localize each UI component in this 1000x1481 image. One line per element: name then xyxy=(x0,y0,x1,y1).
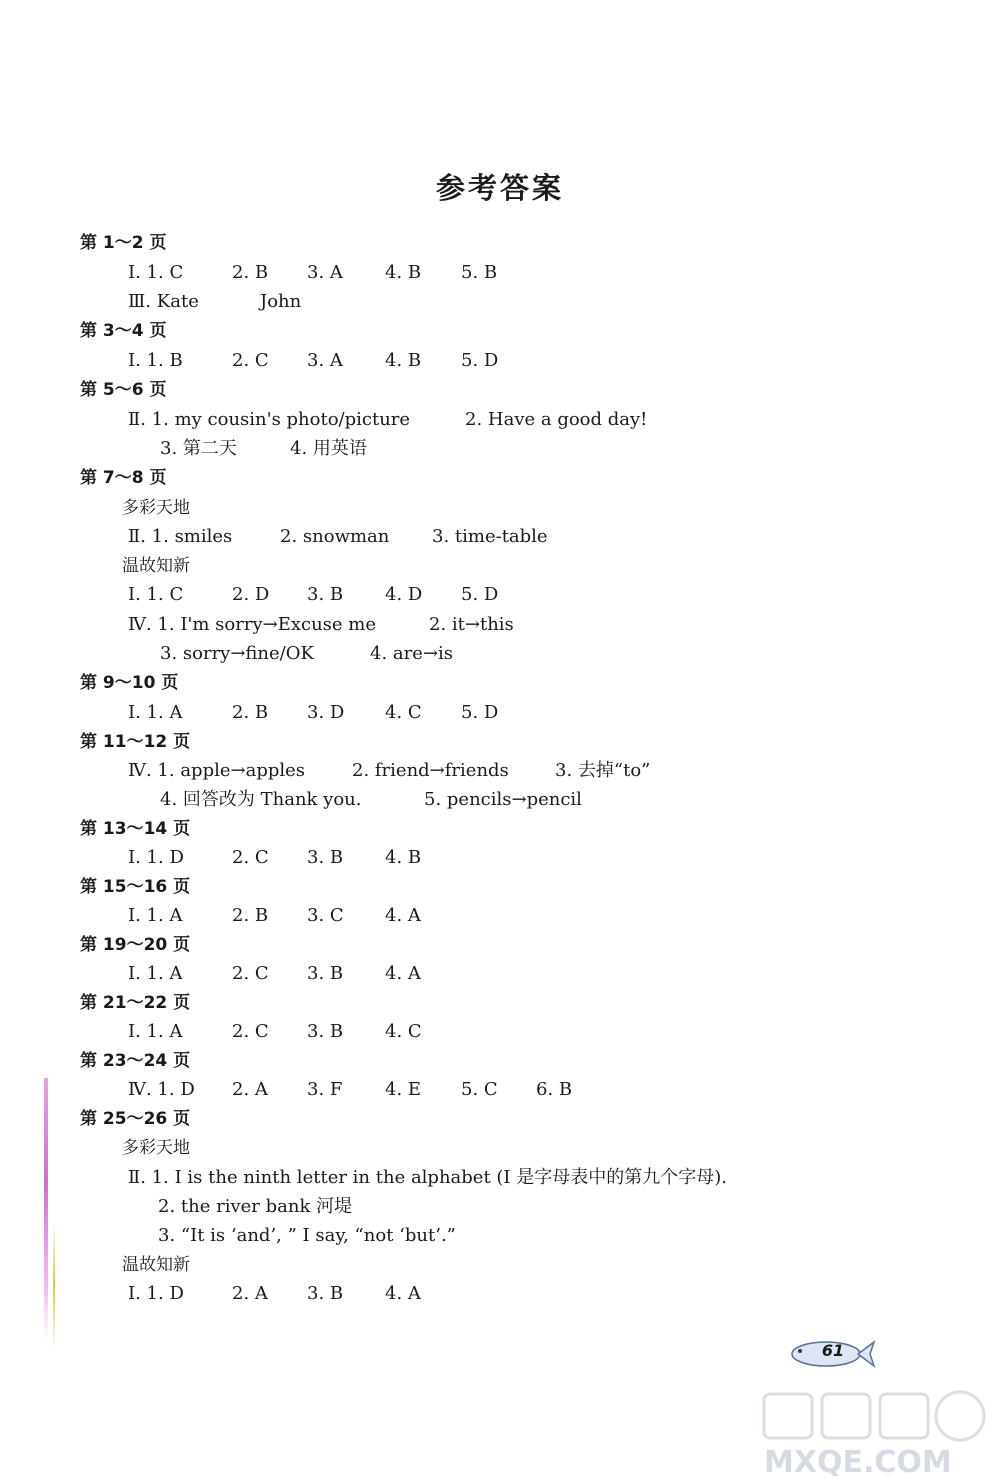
answer-item: Ⅰ. 1. B xyxy=(128,350,183,371)
answer-item: 4. 用英语 xyxy=(290,438,367,459)
answer-item: 3. “It is ‘and’, ” I say, “not ‘but’.” xyxy=(158,1225,456,1246)
answer-item: 2. B xyxy=(232,905,269,926)
page-title: 参考答案 xyxy=(435,171,564,205)
answer-item: Ⅰ. 1. A xyxy=(128,963,183,984)
section-heading: 第 19～20 页 xyxy=(80,935,191,955)
answer-item: 5. pencils→pencil xyxy=(424,789,582,810)
answer-item: 3. C xyxy=(307,905,344,926)
answer-item: 4. B xyxy=(385,847,422,868)
answer-item: 2. the river bank 河堤 xyxy=(158,1196,353,1217)
section-heading: 第 23～24 页 xyxy=(80,1051,191,1071)
answer-item: 3. D xyxy=(307,702,345,723)
answer-item: Ⅰ. 1. A xyxy=(128,702,183,723)
section-heading: 第 21～22 页 xyxy=(80,993,191,1013)
answer-item: Ⅰ. 1. D xyxy=(128,1283,184,1304)
answer-item: 3. F xyxy=(307,1079,343,1100)
answer-item: 4. are→is xyxy=(370,643,453,664)
answer-item: Ⅳ. 1. I'm sorry→Excuse me xyxy=(128,614,377,635)
subsection-label: 多彩天地 xyxy=(122,498,190,518)
answer-item: 2. snowman xyxy=(280,526,390,547)
answer-item: 3. B xyxy=(307,1021,344,1042)
answer-item: 2. Have a good day! xyxy=(465,409,648,430)
answer-item: 3. 第二天 xyxy=(160,438,237,459)
section-heading: 第 7～8 页 xyxy=(80,468,167,488)
answer-item: 5. C xyxy=(461,1079,498,1100)
answer-item: 5. B xyxy=(461,262,498,283)
answer-item: 5. D xyxy=(461,702,499,723)
answer-item: 2. C xyxy=(232,847,269,868)
subsection-label: 温故知新 xyxy=(122,1255,190,1275)
answer-item: Ⅳ. 1. D xyxy=(128,1079,195,1100)
section-heading: 第 25～26 页 xyxy=(80,1109,191,1129)
section-heading: 第 15～16 页 xyxy=(80,877,191,897)
answer-item: Ⅳ. 1. apple→apples xyxy=(128,760,306,781)
answer-item: 4. C xyxy=(385,1021,422,1042)
answer-item: 3. A xyxy=(307,350,343,371)
answer-item: 3. sorry→fine/OK xyxy=(160,643,314,664)
answer-item: 3. time-table xyxy=(432,526,548,547)
section-heading: 第 1～2 页 xyxy=(80,233,167,253)
answer-item: 2. C xyxy=(232,350,269,371)
answer-item: 4. B xyxy=(385,350,422,371)
answer-item: 3. B xyxy=(307,584,344,605)
watermark-logo xyxy=(760,1388,996,1476)
answer-item: 2. C xyxy=(232,963,269,984)
section-heading: 第 13～14 页 xyxy=(80,819,191,839)
binding-edge-mark-2 xyxy=(53,1220,55,1350)
answer-item: 2. B xyxy=(232,262,269,283)
page-number: 61 xyxy=(821,1341,845,1360)
section-heading: 第 11～12 页 xyxy=(80,732,191,752)
answer-item: John xyxy=(260,291,302,312)
answer-item: 2. A xyxy=(232,1079,268,1100)
answer-item: Ⅱ. 1. my cousin's photo/picture xyxy=(128,409,411,430)
answer-item: 3. B xyxy=(307,963,344,984)
answer-item: Ⅰ. 1. C xyxy=(128,262,184,283)
answer-item: Ⅲ. Kate xyxy=(128,291,199,312)
answer-item: 3. 去掉“to” xyxy=(555,760,651,781)
answer-item: Ⅱ. 1. I is the ninth letter in the alphabet (I 是字母表中的第九个字母). xyxy=(128,1167,727,1188)
answer-item: Ⅰ. 1. A xyxy=(128,1021,183,1042)
answer-item: 2. B xyxy=(232,702,269,723)
section-heading: 第 3～4 页 xyxy=(80,321,167,341)
answer-item: 2. A xyxy=(232,1283,268,1304)
answer-item: 4. 回答改为 Thank you. xyxy=(160,789,362,810)
answer-item: 5. D xyxy=(461,350,499,371)
answer-item: 2. friend→friends xyxy=(352,760,509,781)
answer-item: 4. D xyxy=(385,584,423,605)
answer-item: 4. C xyxy=(385,702,422,723)
section-heading: 第 5～6 页 xyxy=(80,380,167,400)
answer-item: Ⅱ. 1. smiles xyxy=(128,526,233,547)
answer-item: Ⅰ. 1. D xyxy=(128,847,184,868)
answer-item: 4. B xyxy=(385,262,422,283)
subsection-label: 温故知新 xyxy=(122,556,190,576)
answer-item: Ⅰ. 1. C xyxy=(128,584,184,605)
answer-item: 2. it→this xyxy=(429,614,514,635)
answer-item: 4. A xyxy=(385,1283,421,1304)
answer-item: 6. B xyxy=(536,1079,573,1100)
answer-item: 2. C xyxy=(232,1021,269,1042)
watermark-text: MXQE.COM xyxy=(764,1445,952,1476)
section-heading: 第 9～10 页 xyxy=(80,673,179,693)
answer-item: 2. D xyxy=(232,584,270,605)
binding-edge-mark xyxy=(44,1078,48,1340)
answer-item: 4. A xyxy=(385,905,421,926)
subsection-label: 多彩天地 xyxy=(122,1138,190,1158)
answer-item: 3. A xyxy=(307,262,343,283)
answer-item: 3. B xyxy=(307,847,344,868)
answer-item: Ⅰ. 1. A xyxy=(128,905,183,926)
answer-item: 4. A xyxy=(385,963,421,984)
answer-item: 5. D xyxy=(461,584,499,605)
answer-item: 3. B xyxy=(307,1283,344,1304)
answer-item: 4. E xyxy=(385,1079,422,1100)
